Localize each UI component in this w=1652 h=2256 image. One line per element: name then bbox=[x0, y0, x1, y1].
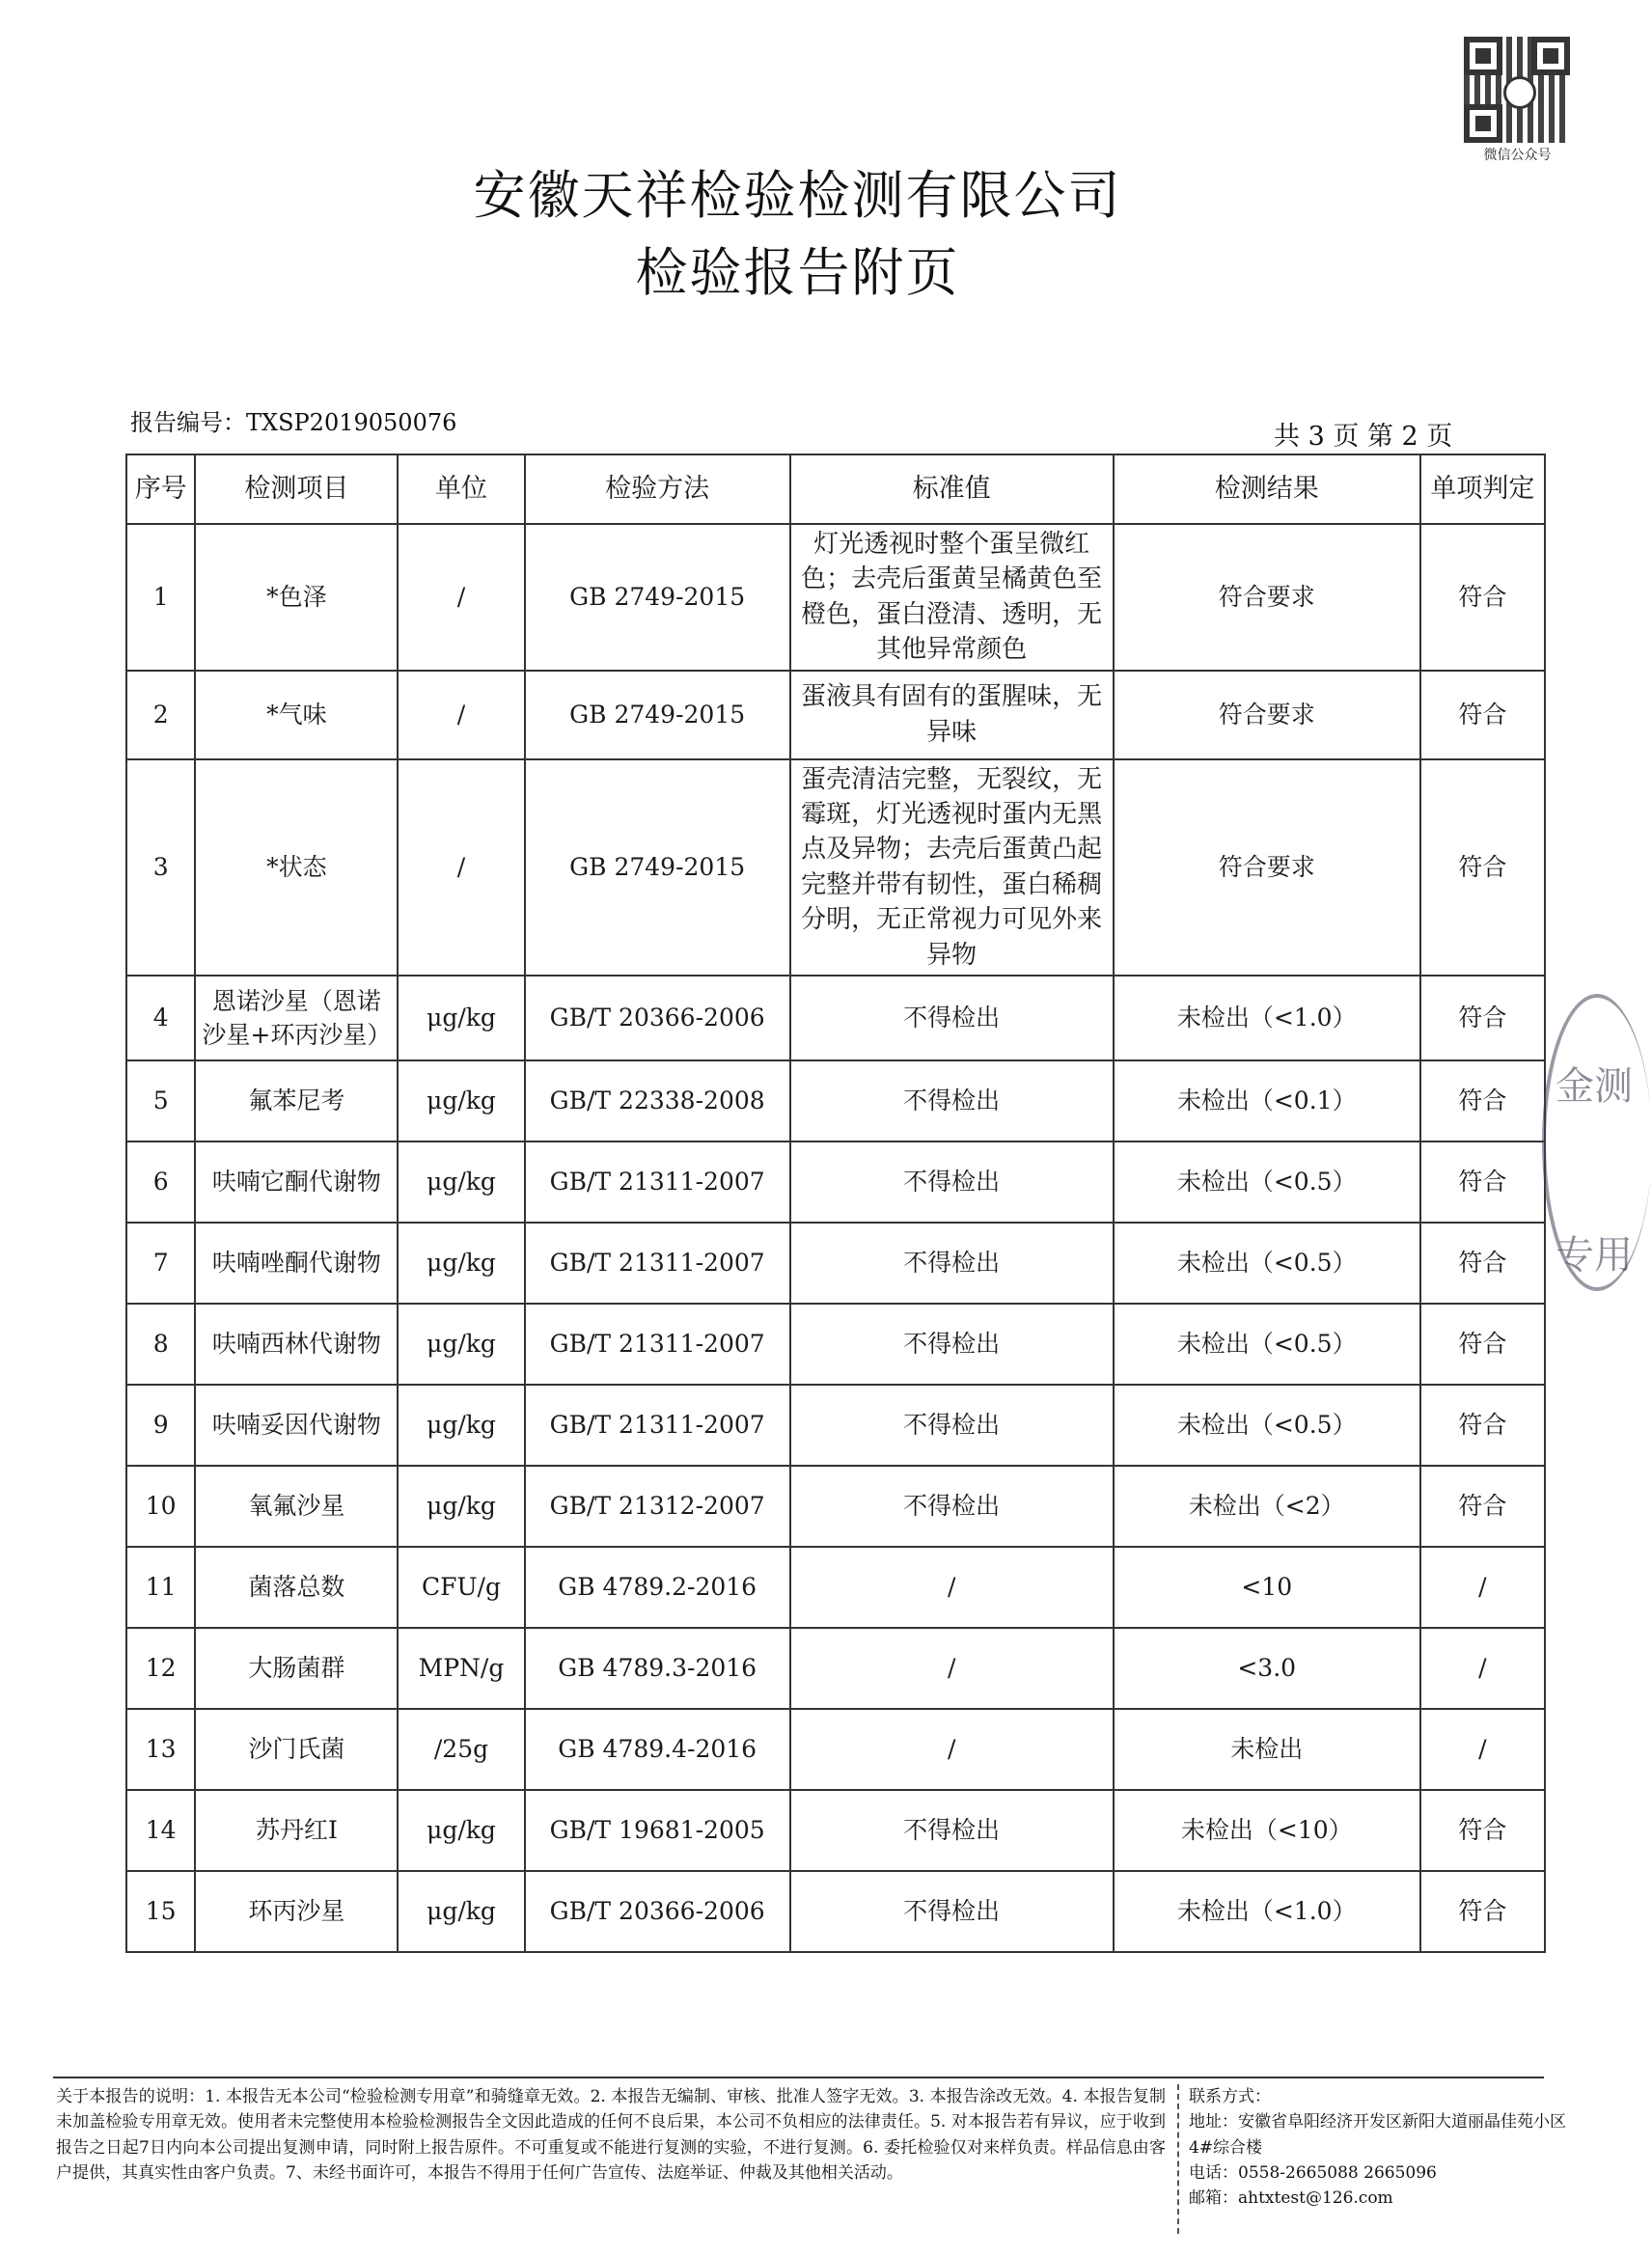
cell-judgement: 符合 bbox=[1420, 1466, 1545, 1547]
contact-address: 地址：安徽省阜阳经济开发区新阳大道丽晶佳苑小区4#综合楼 bbox=[1189, 2112, 1566, 2158]
cell-no: 9 bbox=[126, 1385, 195, 1466]
table-row bbox=[126, 1223, 1545, 1304]
cell-judgement: 符合 bbox=[1420, 1304, 1545, 1385]
cell-unit: μg/kg bbox=[398, 1060, 524, 1142]
cell-no: 8 bbox=[126, 1304, 195, 1385]
cell-unit: CFU/g bbox=[398, 1547, 524, 1628]
table-row bbox=[126, 1466, 1545, 1547]
cell-judgement: 符合 bbox=[1420, 1385, 1545, 1466]
cell-method: GB/T 20366-2006 bbox=[525, 1871, 790, 1952]
cell-item: 菌落总数 bbox=[195, 1547, 398, 1628]
cell-unit: μg/kg bbox=[398, 1142, 524, 1223]
cell-result: <10 bbox=[1114, 1547, 1420, 1628]
cell-standard: 不得检出 bbox=[790, 1790, 1114, 1871]
cell-method: GB/T 21311-2007 bbox=[525, 1385, 790, 1466]
cell-unit: / bbox=[398, 524, 524, 671]
cell-no: 2 bbox=[126, 671, 195, 759]
cell-no: 14 bbox=[126, 1790, 195, 1871]
col-header-result: 检测结果 bbox=[1114, 454, 1420, 524]
cell-item: 呋喃唑酮代谢物 bbox=[195, 1223, 398, 1304]
cell-unit: MPN/g bbox=[398, 1628, 524, 1709]
cell-unit: μg/kg bbox=[398, 1790, 524, 1871]
table-header-row bbox=[126, 454, 1545, 524]
cell-method: GB/T 21311-2007 bbox=[525, 1142, 790, 1223]
cell-result: 符合要求 bbox=[1114, 759, 1420, 976]
contact-email: 邮箱：ahtxtest@126.com bbox=[1189, 2188, 1393, 2209]
cell-result: 未检出（<1.0） bbox=[1114, 976, 1420, 1060]
cell-standard: 不得检出 bbox=[790, 976, 1114, 1060]
cell-standard: 蛋壳清洁完整，无裂纹，无霉斑，灯光透视时蛋内无黑点及异物；去壳后蛋黄凸起完整并带有韧性，蛋白稀稠分明，无正常视力可见外来异物 bbox=[790, 759, 1114, 976]
cell-method: GB 2749-2015 bbox=[525, 524, 790, 671]
cell-no: 5 bbox=[126, 1060, 195, 1142]
table-row bbox=[126, 1628, 1545, 1709]
cell-item: 氧氟沙星 bbox=[195, 1466, 398, 1547]
qr-code bbox=[1464, 37, 1570, 143]
page-indicator: 共 3 页 第 2 页 bbox=[1274, 422, 1453, 452]
cell-item: 恩诺沙星（恩诺沙星+环丙沙星） bbox=[195, 976, 398, 1060]
cell-item: 呋喃妥因代谢物 bbox=[195, 1385, 398, 1466]
cell-judgement: 符合 bbox=[1420, 671, 1545, 759]
cell-no: 10 bbox=[126, 1466, 195, 1547]
cell-result: 未检出（<2） bbox=[1114, 1466, 1420, 1547]
cell-standard: / bbox=[790, 1628, 1114, 1709]
footer-divider-line bbox=[53, 2077, 1544, 2078]
cell-no: 12 bbox=[126, 1628, 195, 1709]
cell-unit: /25g bbox=[398, 1709, 524, 1790]
cell-judgement: / bbox=[1420, 1709, 1545, 1790]
cell-standard: / bbox=[790, 1709, 1114, 1790]
contact-phone: 电话：0558-2665088 2665096 bbox=[1189, 2163, 1437, 2184]
cell-unit: μg/kg bbox=[398, 1385, 524, 1466]
cell-standard: 不得检出 bbox=[790, 1060, 1114, 1142]
cell-result: 未检出（<0.5） bbox=[1114, 1385, 1420, 1466]
cell-standard: 不得检出 bbox=[790, 1142, 1114, 1223]
cell-result: 未检出（<0.5） bbox=[1114, 1142, 1420, 1223]
qr-caption: 微信公众号 bbox=[1483, 148, 1552, 163]
table-row bbox=[126, 524, 1545, 671]
cell-result: 未检出（<0.5） bbox=[1114, 1304, 1420, 1385]
table-row bbox=[126, 1304, 1545, 1385]
col-header-judgement: 单项判定 bbox=[1420, 454, 1545, 524]
cell-unit: μg/kg bbox=[398, 1223, 524, 1304]
cell-judgement: 符合 bbox=[1420, 1790, 1545, 1871]
cell-result: 未检出 bbox=[1114, 1709, 1420, 1790]
cell-unit: μg/kg bbox=[398, 1466, 524, 1547]
footer-contact bbox=[1189, 2084, 1575, 2212]
table-row bbox=[126, 1871, 1545, 1952]
cell-no: 4 bbox=[126, 976, 195, 1060]
stamp-text-bottom: 专用 bbox=[1556, 1233, 1633, 1278]
cell-judgement: / bbox=[1420, 1547, 1545, 1628]
cell-unit: μg/kg bbox=[398, 1871, 524, 1952]
cell-standard: 不得检出 bbox=[790, 1223, 1114, 1304]
cell-judgement: 符合 bbox=[1420, 524, 1545, 671]
cell-result: 未检出（<0.1） bbox=[1114, 1060, 1420, 1142]
cell-judgement: 符合 bbox=[1420, 1871, 1545, 1952]
cell-unit: μg/kg bbox=[398, 1304, 524, 1385]
cell-judgement: 符合 bbox=[1420, 1142, 1545, 1223]
cell-method: GB/T 22338-2008 bbox=[525, 1060, 790, 1142]
cell-standard: / bbox=[790, 1547, 1114, 1628]
cell-standard: 不得检出 bbox=[790, 1385, 1114, 1466]
cell-no: 1 bbox=[126, 524, 195, 671]
cell-result: 未检出（<1.0） bbox=[1114, 1871, 1420, 1952]
cell-method: GB/T 19681-2005 bbox=[525, 1790, 790, 1871]
cell-standard: 灯光透视时整个蛋呈微红色；去壳后蛋黄呈橘黄色至橙色，蛋白澄清、透明，无其他异常颜色 bbox=[790, 524, 1114, 671]
cell-method: GB 4789.4-2016 bbox=[525, 1709, 790, 1790]
table-row bbox=[126, 1142, 1545, 1223]
cell-method: GB/T 21311-2007 bbox=[525, 1304, 790, 1385]
footer-notes: 关于本报告的说明：1. 本报告无本公司“检验检测专用章”和骑缝章无效。2. 本报告无编制、审核、批准人签字无效。3. 本报告涂改无效。4. 本报告复制未加盖检验专用章无效。使用者未完整使用本检验检测报告全文因此造成的任何不良后果，本公司不负相应的法律责任。5. 对本报告若有异议，应于收到报告之日起7日内向本公司提出复测申请，同时附上报告原件。不可重复或不能进行复测的实验，不进行复测。6. 委托检验仅对来样负责。样品信息由客户提供，其真实性由客户负责。7、未经书面许可，本报告不得用于任何广告宣传、法庭举证、仲裁及其他相关活动。 bbox=[56, 2087, 1166, 2184]
report-number: 报告编号：TXSP2019050076 bbox=[130, 409, 457, 436]
cell-item: 氟苯尼考 bbox=[195, 1060, 398, 1142]
cell-method: GB/T 21312-2007 bbox=[525, 1466, 790, 1547]
cell-no: 7 bbox=[126, 1223, 195, 1304]
cell-no: 13 bbox=[126, 1709, 195, 1790]
col-header-no: 序号 bbox=[126, 454, 195, 524]
cell-method: GB 4789.3-2016 bbox=[525, 1628, 790, 1709]
cell-unit: μg/kg bbox=[398, 976, 524, 1060]
cell-result: <3.0 bbox=[1114, 1628, 1420, 1709]
table-row bbox=[126, 976, 1545, 1060]
cell-judgement: 符合 bbox=[1420, 1223, 1545, 1304]
cell-standard: 不得检出 bbox=[790, 1871, 1114, 1952]
cell-item: *状态 bbox=[195, 759, 398, 976]
cell-no: 11 bbox=[126, 1547, 195, 1628]
cell-item: *色泽 bbox=[195, 524, 398, 671]
footer-column-divider bbox=[1177, 2084, 1179, 2234]
cell-item: *气味 bbox=[195, 671, 398, 759]
cell-no: 15 bbox=[126, 1871, 195, 1952]
cell-result: 未检出（<0.5） bbox=[1114, 1223, 1420, 1304]
cell-item: 呋喃西林代谢物 bbox=[195, 1304, 398, 1385]
stamp-text-top: 金测 bbox=[1556, 1064, 1633, 1109]
table-row bbox=[126, 1547, 1545, 1628]
company-name: 安徽天祥检验检测有限公司 bbox=[473, 165, 1122, 226]
col-header-item: 检测项目 bbox=[195, 454, 398, 524]
page-title: 检验报告附页 bbox=[635, 242, 960, 303]
cell-method: GB/T 20366-2006 bbox=[525, 976, 790, 1060]
table-row bbox=[126, 671, 1545, 759]
cell-method: GB 2749-2015 bbox=[525, 671, 790, 759]
cell-item: 大肠菌群 bbox=[195, 1628, 398, 1709]
table-row bbox=[126, 759, 1545, 976]
cell-result: 符合要求 bbox=[1114, 671, 1420, 759]
table-row bbox=[126, 1385, 1545, 1466]
cell-no: 6 bbox=[126, 1142, 195, 1223]
table-row bbox=[126, 1060, 1545, 1142]
cell-method: GB 4789.2-2016 bbox=[525, 1547, 790, 1628]
cell-method: GB/T 21311-2007 bbox=[525, 1223, 790, 1304]
cell-item: 沙门氏菌 bbox=[195, 1709, 398, 1790]
table-row bbox=[126, 1790, 1545, 1871]
partial-seal-stamp bbox=[1542, 994, 1652, 1291]
col-header-method: 检验方法 bbox=[525, 454, 790, 524]
cell-judgement: 符合 bbox=[1420, 976, 1545, 1060]
cell-judgement: / bbox=[1420, 1628, 1545, 1709]
table-row bbox=[126, 1709, 1545, 1790]
cell-result: 符合要求 bbox=[1114, 524, 1420, 671]
cell-standard: 不得检出 bbox=[790, 1304, 1114, 1385]
cell-item: 环丙沙星 bbox=[195, 1871, 398, 1952]
cell-item: 苏丹红Ⅰ bbox=[195, 1790, 398, 1871]
cell-no: 3 bbox=[126, 759, 195, 976]
cell-standard: 蛋液具有固有的蛋腥味，无异味 bbox=[790, 671, 1114, 759]
col-header-standard: 标准值 bbox=[790, 454, 1114, 524]
cell-standard: 不得检出 bbox=[790, 1466, 1114, 1547]
cell-unit: / bbox=[398, 759, 524, 976]
cell-judgement: 符合 bbox=[1420, 759, 1545, 976]
cell-result: 未检出（<10） bbox=[1114, 1790, 1420, 1871]
contact-title: 联系方式： bbox=[1189, 2087, 1271, 2106]
cell-item: 呋喃它酮代谢物 bbox=[195, 1142, 398, 1223]
cell-method: GB 2749-2015 bbox=[525, 759, 790, 976]
cell-judgement: 符合 bbox=[1420, 1060, 1545, 1142]
results-table bbox=[125, 454, 1546, 1953]
col-header-unit: 单位 bbox=[398, 454, 524, 524]
cell-unit: / bbox=[398, 671, 524, 759]
